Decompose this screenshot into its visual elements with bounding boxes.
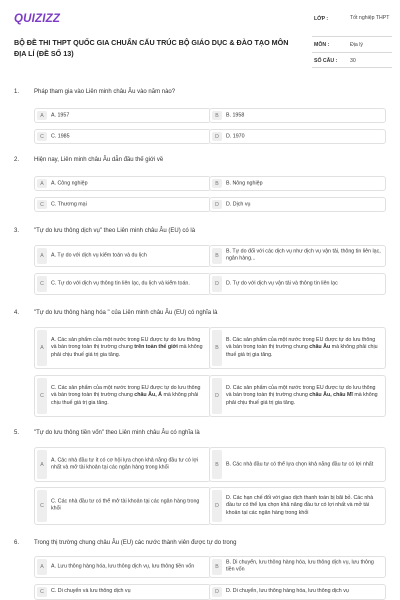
meta-count-label: SỐ CÂU : (314, 58, 338, 64)
option-b[interactable] (209, 556, 386, 578)
option-text: A. Các sản phẩm của một nước trong EU được tự do lưu thông và bán trong toàn thị trường chung trên toàn thế giới mà không phải chịu thuế giá trị gia tăng. (51, 336, 203, 358)
meta-class-row (312, 14, 392, 37)
option-letter: D (212, 132, 222, 141)
option-c[interactable] (34, 197, 211, 212)
question-number: 3. (14, 228, 20, 234)
emphasis: châu Âu, châu Mĩ (309, 392, 353, 399)
meta-class-label: LỚP : (314, 16, 329, 22)
option-text: D. Các hạn chế đối với giao dịch thanh toán bị bãi bỏ. Các nhà đầu tư có thể lựa chọn khả năng đầu tư có lợi nhất và mở tài khoản tại các ngân hàng trong khối (226, 494, 374, 516)
meta-subject-value: Địa lý (350, 42, 363, 48)
question-text: "Tự do lưu thông hàng hóa " của Liên minh châu Âu (EU) có nghĩa là (34, 310, 218, 316)
option-text: B. Tự do đối với các dịch vụ như dịch vụ vận tải, thông tin liên lạc, ngân hàng... (226, 248, 381, 262)
option-text: D. Dịch vụ (226, 200, 251, 207)
option-letter: A (37, 111, 47, 120)
option-text: B. 1958 (226, 111, 245, 118)
option-text: C. 1985 (51, 132, 70, 139)
meta-subject-label: MÔN : (314, 42, 330, 48)
option-letter: D (212, 200, 222, 209)
option-letter: D (212, 276, 222, 292)
option-text: B. Các nhà đầu tư có thể lựa chọn khả năng đầu tư có lợi nhất (226, 460, 374, 467)
option-text: D. Tự do với dịch vụ vận tải và thông tin liên lạc (226, 280, 338, 287)
question-1 (14, 89, 386, 149)
option-letter: B (212, 179, 222, 188)
option-letter: A (37, 248, 47, 264)
meta-count-row (312, 55, 392, 68)
option-d[interactable] (209, 584, 386, 600)
option-letter: C (37, 200, 47, 209)
question-number: 5. (14, 430, 20, 436)
question-number: 6. (14, 540, 20, 546)
option-a[interactable] (34, 556, 211, 578)
option-letter: C (37, 276, 47, 292)
option-a[interactable] (34, 447, 211, 482)
option-text: D. Các sản phẩm của một nước trong EU được tự do lưu thông và bán trong toàn thị trường chung châu Âu, châu Mĩ mà không phải chịu thuế giá trị gia tăng. (226, 384, 378, 406)
question-number: 4. (14, 310, 20, 316)
option-letter: B (212, 559, 222, 575)
meta-count-value: 30 (350, 58, 356, 64)
option-b[interactable] (209, 108, 386, 123)
option-text: B. Các sản phẩm của một nước trong EU được tự do lưu thông và bán trong toàn thị trường chung châu Âu mà không phải chịu thuế giá trị gia tăng. (226, 336, 378, 358)
option-d[interactable] (209, 375, 386, 417)
option-text: C. Thương mại (51, 200, 87, 207)
option-letter: C (37, 587, 47, 597)
option-text: C. Tự do với dịch vụ thông tin liên lạc, du lịch và kiểm toán. (51, 280, 190, 287)
option-a[interactable] (34, 176, 211, 191)
option-c[interactable] (34, 487, 211, 525)
question-number: 2. (14, 157, 20, 163)
option-d[interactable] (209, 129, 386, 144)
option-text: A. Công nghiệp (51, 179, 88, 186)
option-b[interactable] (209, 245, 386, 267)
title-line-2: ĐỊA LÍ (ĐỀ SỐ 13) (14, 49, 74, 58)
option-text: B. Di chuyển, lưu thông hàng hóa, lưu thông dịch vụ, lưu thông tiền vốn (226, 559, 374, 573)
question-number: 1. (14, 89, 20, 95)
emphasis: châu Âu (309, 344, 331, 351)
option-letter: B (212, 330, 222, 366)
option-letter: A (37, 179, 47, 188)
question-text: "Tự do lưu thông dịch vụ" theo Liên minh châu Âu (EU) có là (34, 228, 196, 234)
question-2 (14, 157, 386, 217)
option-letter: D (212, 490, 222, 522)
option-letter: A (37, 330, 47, 366)
option-letter: B (212, 450, 222, 479)
question-text: Pháp tham gia vào Liên minh châu Âu vào năm nào? (34, 89, 176, 95)
option-d[interactable] (209, 273, 386, 295)
option-letter: C (37, 132, 47, 141)
option-letter: C (37, 378, 47, 414)
option-text: D. Di chuyển, lưu thông hàng hóa, lưu thông dịch vụ (226, 588, 349, 594)
question-text: "Tự do lưu thông tiền vốn" theo Liên minh châu Âu có nghĩa là (34, 430, 200, 436)
question-text: Hiện nay, Liên minh châu Âu dẫn đầu thế giới về (34, 157, 164, 163)
option-text: A. Tự do với dịch vụ kiểm toán và du lịch (51, 252, 147, 259)
title-line-1: BỘ ĐỀ THI THPT QUỐC GIA CHUẨN CẤU TRÚC BỘ GIÁO DỤC & ĐÀO TẠO MÔN (14, 38, 289, 47)
option-a[interactable] (34, 108, 211, 123)
option-letter: C (37, 490, 47, 522)
option-text: C. Các nhà đầu tư có thể mở tài khoản tại các ngân hàng trong khối (51, 498, 200, 512)
option-letter: A (37, 450, 47, 479)
option-c[interactable] (34, 273, 211, 295)
option-a[interactable] (34, 245, 211, 267)
option-text: B. Nông nghiệp (226, 179, 263, 186)
question-3 (14, 228, 386, 300)
option-text: A. Các nhà đầu tư ít có cơ hội lựa chọn khả năng đầu tư có lợi nhất và mở tài khoản tại các ngân hàng trong khối (51, 457, 199, 471)
option-text: C. Di chuyển và lưu thông dịch vụ (51, 588, 131, 594)
option-d[interactable] (209, 197, 386, 212)
option-b[interactable] (209, 447, 386, 482)
emphasis: trên toàn thế giới (134, 344, 178, 351)
quizizz-logo: QUIZIZZ (14, 13, 61, 25)
worksheet-title (14, 37, 299, 59)
question-4 (14, 310, 386, 422)
option-letter: B (212, 248, 222, 264)
option-text: D. 1970 (226, 132, 245, 139)
question-5 (14, 430, 386, 530)
question-6 (14, 540, 386, 600)
emphasis: châu Âu, Á (134, 392, 162, 399)
option-b[interactable] (209, 176, 386, 191)
option-c[interactable] (34, 129, 211, 144)
option-letter: D (212, 378, 222, 414)
option-text: A. 1957 (51, 111, 70, 118)
option-c[interactable] (34, 375, 211, 417)
option-b[interactable] (209, 327, 386, 369)
option-c[interactable] (34, 584, 211, 600)
option-text: A. Lưu thông hàng hóa, lưu thông dịch vụ, lưu thông tiền vốn (51, 563, 195, 570)
option-letter: D (212, 587, 222, 597)
option-a[interactable] (34, 327, 211, 369)
option-letter: B (212, 111, 222, 120)
option-text: C. Các sản phẩm của một nước trong EU được tự do lưu thông và bán trong toàn thị trường chung châu Âu, Á mà không phải chịu thuế giá trị gia tăng. (51, 384, 201, 406)
meta-class-value: Tốt nghiệp THPT (350, 15, 390, 21)
option-d[interactable] (209, 487, 386, 525)
question-text: Trong thị trường chung châu Âu (EU) các nước thành viên được tự do trong (34, 540, 237, 546)
option-letter: A (37, 559, 47, 575)
meta-subject-row (312, 39, 392, 53)
